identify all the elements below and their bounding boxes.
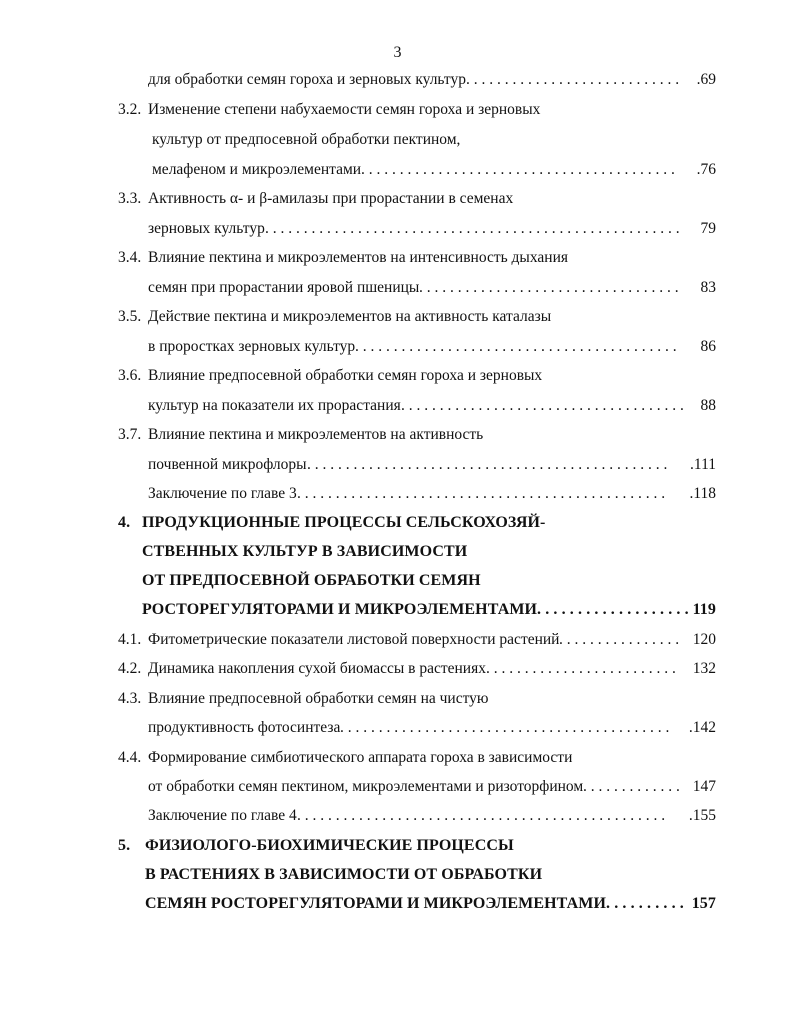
toc-entry-title: Влияние пектина и микроэлементов на интенсивность дыхания (148, 249, 568, 266)
toc-entry-page: .76 (696, 161, 716, 178)
toc-entry (148, 484, 716, 504)
toc-entry-title: почвенной микрофлоры (148, 456, 307, 473)
toc-entry-title: для обработки семян гороха и зерновых культур (148, 71, 466, 88)
toc-entry-page: 83 (700, 279, 716, 296)
toc-entry-title: РОСТОРЕГУЛЯТОРАМИ И МИКРОЭЛЕМЕНТАМИ (142, 601, 538, 618)
toc-entry-title: Формирование симбиотического аппарата гороха в зависимости (148, 749, 573, 766)
toc-entry (145, 865, 716, 885)
toc-entry (118, 630, 716, 650)
toc-entry (148, 337, 716, 357)
dot-leader: . . . . . . . . . . . . . . . . . . . . . . . . . . . . . . . . . . (419, 279, 679, 296)
dot-leader: . . . . . . . . . . . . . . . . . . . . . . . . . (486, 660, 676, 677)
toc-entry (148, 806, 716, 826)
toc-entry-title: Действие пектина и микроэлементов на активность каталазы (148, 308, 552, 325)
toc-entry-title: Активность α- и β-амилазы при прорастании в семенах (148, 190, 514, 207)
toc-entry (118, 189, 716, 209)
dot-leader: . . . . . . . . . . . . . . . . . . . . . . . . . . . . . . . . . . . . . . . . . . . . . . . . (297, 485, 666, 502)
toc-entry-title: мелафеном и микроэлементами (152, 161, 362, 178)
toc-entry-title: культур от предпосевной обработки пектином, (152, 131, 461, 148)
toc-entry-number: 3.5. (118, 308, 142, 325)
toc-entry-number: 3.7. (118, 426, 142, 443)
toc-entry-title: СТВЕННЫХ КУЛЬТУР В ЗАВИСИМОСТИ (142, 543, 468, 560)
toc-entry (118, 100, 716, 120)
toc-entry (152, 130, 716, 150)
toc-entry-page: .111 (690, 456, 716, 473)
toc-entry (118, 659, 716, 679)
toc-entry-page: .142 (688, 719, 716, 736)
page-number: 3 (393, 44, 402, 61)
toc-entry-title: Динамика накопления сухой биомассы в растениях (148, 660, 486, 677)
toc-entry (148, 70, 716, 90)
toc-entry-page: .155 (688, 807, 716, 824)
toc-entry (142, 542, 716, 562)
toc-entry-number: 4.3. (118, 690, 142, 707)
toc-entry-number: 5. (118, 837, 131, 854)
toc-entry-title: семян при прорастании яровой пшеницы (148, 279, 420, 296)
dot-leader: . . . . . . . . . . . . . . . . . . . (537, 601, 689, 618)
toc-entry-title: В РАСТЕНИЯХ В ЗАВИСИМОСТИ ОТ ОБРАБОТКИ (145, 866, 543, 883)
toc-entry-title: Заключение по главе 3 (148, 485, 297, 502)
toc-entry-title: ПРОДУКЦИОННЫЕ ПРОЦЕССЫ СЕЛЬСКОХОЗЯЙ- (142, 514, 546, 531)
toc-entry-number: 3.3. (118, 190, 142, 207)
toc-entry (148, 718, 716, 738)
toc-entry-title: СЕМЯН РОСТОРЕГУЛЯТОРАМИ И МИКРОЭЛЕМЕНТАМИ (145, 895, 607, 912)
toc-entry-page: .118 (689, 485, 716, 502)
dot-leader: . . . . . . . . . . . . . . . . . . . . . . . . . . . . . . . . . . . . . . . . . . . . . . . . . . . . . . (265, 220, 680, 237)
toc-entry-title: Влияние пектина и микроэлементов на активность (148, 426, 484, 443)
toc-entry-title: Заключение по главе 4 (148, 807, 297, 824)
toc-entry (145, 894, 716, 914)
toc-entry-title: зерновых культур (148, 220, 265, 237)
toc-entry-title: культур на показатели их прорастания (148, 397, 401, 414)
toc-entry-title: ОТ ПРЕДПОСЕВНОЙ ОБРАБОТКИ СЕМЯН (142, 572, 481, 589)
toc-entry-page: 79 (700, 220, 716, 237)
toc-entry-page: 132 (692, 660, 716, 677)
toc-entry-number: 3.4. (118, 249, 142, 266)
toc-entry-title: Фитометрические показатели листовой поверхности растений (148, 631, 560, 648)
toc-entry-page: 120 (692, 631, 716, 648)
toc-entry (118, 836, 716, 856)
toc-entry-title: Изменение степени набухаемости семян гороха и зерновых (148, 101, 541, 118)
toc-entry-title: ФИЗИОЛОГО-БИОХИМИЧЕСКИЕ ПРОЦЕССЫ (145, 837, 514, 854)
toc-entry-title: в проростках зерновых культур (148, 338, 356, 355)
toc-entry-number: 3.2. (118, 101, 142, 118)
toc-entry-page: 88 (700, 397, 716, 414)
toc-entry-page: 86 (700, 338, 716, 355)
toc-entry (118, 689, 716, 709)
toc-entry (118, 366, 716, 386)
toc-entry-title: Влияние предпосевной обработки семян гороха и зерновых (148, 367, 543, 384)
toc-entry (118, 248, 716, 268)
toc-entry-number: 4. (118, 514, 131, 531)
toc-entry-page: 119 (692, 601, 716, 618)
dot-leader: . . . . . . . . . . . . . . . . . . . . . . . . . . . . . . . . . . . . . . . . . . . (340, 719, 670, 736)
toc-entry (148, 777, 716, 797)
toc-entry-title: продуктивность фотосинтеза (148, 719, 341, 736)
toc-entry-page: 157 (691, 895, 716, 912)
toc-entry (148, 396, 716, 416)
dot-leader: . . . . . . . . . . . . . . . . . . . . . . . . . . . . . . . . . . . . . (401, 397, 684, 414)
toc-entry (118, 307, 716, 327)
dot-leader: . . . . . . . . . . . . . . . . . . . . . . . . . . . . (466, 71, 680, 88)
toc-entry (142, 571, 716, 591)
dot-leader: . . . . . . . . . . . . . . . . (559, 631, 680, 648)
toc-entry (118, 748, 716, 768)
toc-entry-number: 4.1. (118, 631, 142, 648)
toc-entry (118, 513, 716, 533)
dot-leader: . . . . . . . . . . . . . . . . . . . . . . . . . . . . . . . . . . . . . . . . . (361, 161, 675, 178)
dot-leader: . . . . . . . . . . . . . . . . . . . . . . . . . . . . . . . . . . . . . . . . . . . . . . . (307, 456, 668, 473)
toc-entry-title: от обработки семян пектином, микроэлементами и ризоторфином (148, 778, 584, 795)
toc-entry (152, 160, 716, 180)
toc-entry-number: 3.6. (118, 367, 142, 384)
toc-entry (148, 278, 716, 298)
toc-entry (142, 600, 716, 620)
dot-leader: . . . . . . . . . . . . . . . . . . . . . . . . . . . . . . . . . . . . . . . . . . . . . . . . (297, 807, 666, 824)
toc-entry-page: .69 (696, 71, 716, 88)
toc-entry (148, 455, 716, 475)
dot-leader: . . . . . . . . . . . . . (583, 778, 680, 795)
toc-entry-number: 4.4. (118, 749, 142, 766)
dot-leader: . . . . . . . . . . . . . . . . . . . . . . . . . . . . . . . . . . . . . . . . . . (355, 338, 677, 355)
toc-entry-page: 147 (692, 778, 716, 795)
toc-entry (148, 219, 716, 239)
dot-leader: . . . . . . . . . . (606, 895, 684, 912)
toc-entry-number: 4.2. (118, 660, 142, 677)
toc-entry-title: Влияние предпосевной обработки семян на чистую (148, 690, 489, 707)
toc-entry (118, 425, 716, 445)
